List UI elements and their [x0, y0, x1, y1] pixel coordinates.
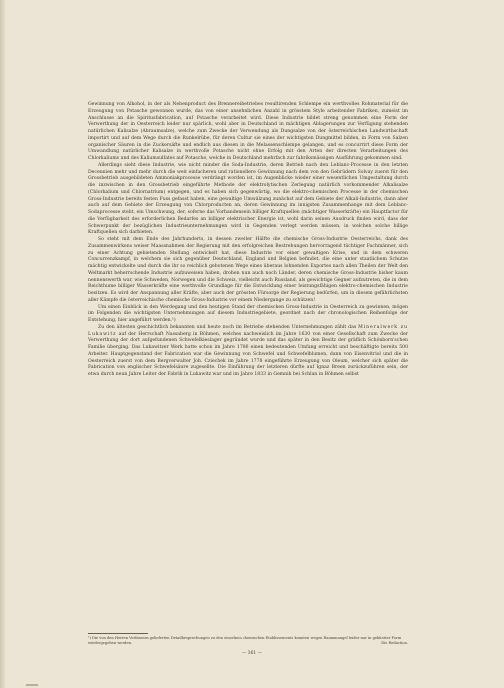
footnote — [88, 636, 408, 646]
paragraph-2: Allerdings sieht diese Industrie, wie nicht minder die Soda-Industrie, deren Betrieb nach den Leblanc-Processe in den letzten Decennien mehr und mehr durch die weit einfacheren und rationellere Gewinnung nach dem von den Gebrüdern Solvay zuerst für den Grossbetrieb ausgebildeten Ammoniakprocesse verdrängt worden ist, im Augenblicke wieder einer wesentlichen Umgestaltung durch die inzwischen in den Grossbetrieb eingeführte Methode der elektrolytischen Zerlegung natürlich vorkommender Alkalisalze (Chlorkalium und Chlornatrium) entgegen, und es haben sich gegenwärtig, wo die elektro-chemischen Processe in der chemischen Gross-Industrie bereits festen Fuss gefasst haben, eine gewaltige Umwälzung zunächst auf dem Gebiete der Alkali-Industrie, dann aber auch auf dem Gebiete der Erzeugung von Chlorproducten an, deren Gewinnung im innigsten Zusammenhange mit dem Leblanc-Sodaprocesse steht, ein Umschwung, der, soferne das Vorhandensein billiger Kraftquellen (mächtiger Wasserkräfte) ein Hauptfactor für die Verfügbarkeit des erforderlichen Bedarfes an billiger elektrischer Energie ist, wohl darin seinen Ausdruck finden wird, dass der Schwerpunkt der bezüglichen Industrieunternehmungen wird in Gegenden verlegt werden müssen, in welchen solche billige Kraftquellen sich darbieten. — [88, 162, 408, 236]
paragraph-5-text: Zu den ältesten geschichtlich bekannten und heute noch im Betriebe stehenden Unternehmungen zählt das Mineralwerk zu Lukawitz auf der Herrschaft Nassaberg in Böhmen, welches nachweislich im Jahre 1630 von einer Gesellschaft zum Zwecke der Verwerthung der dort aufgefundenen Schwefelkieslager gegründet wurde und das später in den Besitz der gräflich Schönborn'schen Familie überging. Das Lukawitzer Werk hatte schon im Jahre 1786 einen bedeutenden Umfang erreicht und beschäftigte bereits 500 Arbeiter. Hauptgegenstand der Fabrication war die Gewinnung von Schwefel und Schwefelblumen, dann von Eisenvitriol und die in Oesterreich zuerst von dem Bergverwalter Joh. Cziechek im Jahre 1778 eingeführte Erzeugung von Oleum, welcher sich später die Fabrication von englischer Schwefelsäure zugesellte. Die Einführung der letzteren dürfte auf Ignaz Breen zurückzuführen sein, der etwa durch neun Jahre Leiter der Fabrik in Lukawitz war und im Jahre 1833 in Gemnik bei Schlan in Böhmen selbst — [88, 324, 408, 377]
paragraph-5 — [88, 325, 408, 379]
footnote-text: ¹) Die von den Herren Verfassern gelieferten Detailbesprechungen zu den einzelnen chemischen Etablissements konnten wegen Raummangel leider nur in gekürzter Form wiedergegeben werden. — [88, 636, 402, 645]
paragraph-1: Gewinnung von Alkohol, in der als Nebenproduct des Brennereibetriebes resultirenden Schlempe ein werthvolles Rohmaterial für die Erzeugung von Potasche gewonnen wurde, das von einer ansehnlichen Anzahl in grösstem Style arbeitender Fabriken, zumeist im Anschlusse an die Spiritusfabrication, auf Potasche verarbeitet wird. Diese Industrie bildet streng genommen eine Form der Verwerthung der in Oesterreich leider nur spärlich, wohl aber in Deutschland in mächtigen Ablagerungen zur Verfügung stehenden natürlichen Kalisalze (Abraumsalze), welche zum Zwecke der Verwendung als Dungsalze von der österreichischen Landwirthschaft importirt und auf dem Wege durch die Runkelrübe, für deren Cultur sie eines der wichtigsten Dungmittel bilden, in Form von Salzen organischer Säuren in die Zuckersäfte und endlich aus diesen in die Melassenschlempe gelangen, und es concurrirt diese Form der Umwandlung natürlicher Kalisalze in werthvolle Potasche nicht ohne Erfolg mit den Arten der directen Verarbeitungen des Chlorkaliums und des Kaliumsulfates auf Potasche, welche in Deutschland mehrfach zur fabriksmässigen Ausführung gekommen sind. — [88, 102, 408, 161]
body-text — [88, 102, 408, 379]
paragraph-3: So steht mit dem Ende des Jahrhunderts, in dessen zweiter Hälfte die chemische Gross-Industrie Oesterreichs, dank des Zusammenwirkens weiser Maassnahmen der Regierung mit den erfolgreichen Bestrebungen hervorragend tüchtiger Fachmänner, sich zu einer Achtung gebietenden Stellung entwickelt hat, diese Industrie vor einer gewaltigen Krise, und in dem schweren Concurrenzkampf, in welchem sie sich gegenüber Deutschland, England und Belgien befindet, die eine unter staatlichem Schutze mächtig entwickelte und durch die ihr so reichlich gebotenen Wege eines überaus lohnenden Exportes nach allen Theilen der Welt den Weltmarkt beherrschende Industrie aufzuweisen haben, drohen nun auch noch Länder, deren chemische Gross-Industrie bisher kaum nennenswerth war, wie Schweden, Norwegen und die Schweiz, vielleicht auch Russland, als gewichtige Gegner aufzutreten, die in dem Reichthume billiger Wasserkräfte eine werthvolle Grundlage für die Entwicklung einer leistungsfähigen elektro-chemischen Industrie besitzen. Es wird der Anspannung aller Kräfte, aber auch der grössten Fürsorge der Regierung bedürfen, um in diesem gefährlichsten aller Kämpfe die österreichische chemische Gross-Industrie vor einem Niedergange zu schützen! — [88, 237, 408, 303]
scan-mark — [26, 684, 38, 686]
paragraph-4: Um einen Einblick in den Werdegang und den heutigen Stand der chemischen Gross-Industrie in Oesterreich zu gewinnen, mögen im Folgenden die wichtigsten Unternehmungen auf diesem Industriegebiete, geordnet nach der chronologischen Reihenfolge der Entstehung, hier angeführt werden.¹) — [88, 304, 408, 323]
page-number: — 361 — — [242, 651, 262, 656]
footnote-credit: Die Redaction. — [381, 641, 408, 645]
spaced-term: Mineralwerk zu Lukawitz — [88, 324, 408, 337]
footnote-rule — [88, 633, 148, 634]
binding-edge — [0, 0, 6, 688]
